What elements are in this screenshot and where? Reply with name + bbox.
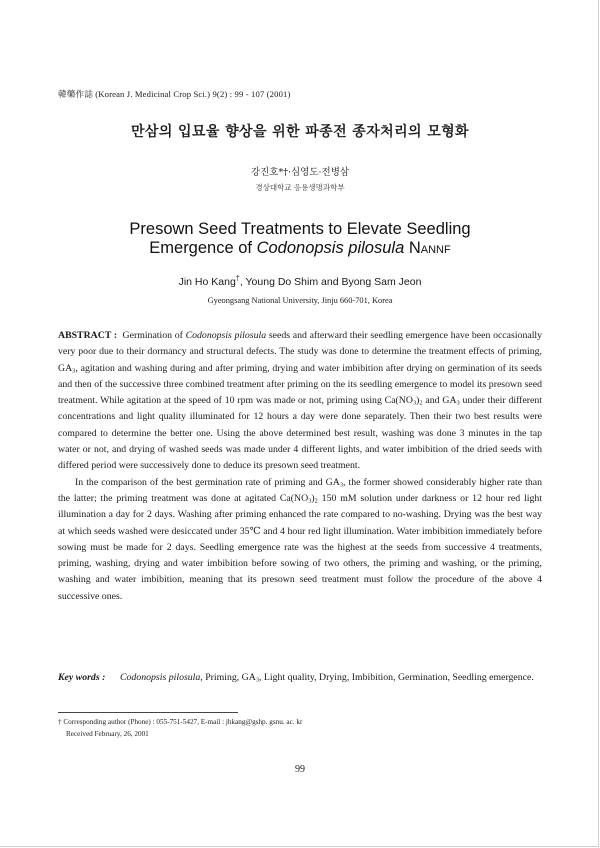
abstract-text: and GA bbox=[422, 395, 457, 407]
abstract-label: ABSTRACT : bbox=[58, 330, 118, 341]
keyword-list: , Light quality, Drying, Imbibition, Germination, Seedling emergence. bbox=[259, 672, 534, 683]
abstract bbox=[58, 328, 542, 605]
subscript: 3 bbox=[456, 399, 460, 407]
keyword-list: , Priming, GA bbox=[200, 672, 256, 683]
subscript: 3 bbox=[412, 399, 417, 407]
abstract-text: seeds and afterward their seedling emergence have been occasionally very poor due to their dormancy and structural defects. The study was done to determine the treatment effects of priming, GA bbox=[58, 330, 543, 374]
abstract-species: Codonopsis pilosula bbox=[185, 330, 267, 341]
abstract-text: In the comparison of the best germination rate of priming and GA bbox=[75, 476, 340, 488]
abstract-text: under their different concentrations and light quality illuminated for 12 hours a day were done separately. Then their two best results were compared to determine the better one. Using the above determined best result, washing was done 3 minutes in the tap water or not, and drying of washed seeds was made under 4 different lights, and water imbibition of the dried seeds with differed period were successively done to deduce its presown seed treatment. bbox=[58, 395, 542, 472]
title-prefix: Emergence of bbox=[149, 239, 257, 257]
title-author-rest: ANNF bbox=[420, 244, 451, 256]
abstract-text: 150 mM solution under darkness or 12 hour red light illumination a day for 2 days. Washing after priming enhanced the rate compared to no-washing. Drying was the best way at which seeds washed were desiccated under 35℃ and 4 hour red light illumination. Water imbibition immediately before sowing must be made for 2 days. Seedling emergence rate was the highest at the seeds from successive 4 treatments, priming, washing, drying and water imbibition before sowing of two others, the priming and washing, or the priming, washing and water imbibition, meaning that its presown seed treatment must follow the procedure of the above 4 successive ones. bbox=[58, 492, 542, 602]
other-authors: , Young Do Shim and Byong Sam Jeon bbox=[239, 276, 422, 288]
english-title bbox=[0, 220, 600, 260]
footnote bbox=[58, 717, 542, 740]
korean-title: 만삼의 입묘율 향상을 위한 파종전 종자처리의 모형화 bbox=[131, 124, 469, 140]
abstract-text: ) bbox=[311, 492, 315, 504]
abstract-paragraph-1 bbox=[58, 328, 542, 475]
english-title-line1: Presown Seed Treatments to Elevate Seedling bbox=[129, 220, 471, 238]
abstract-text: ) bbox=[416, 395, 420, 407]
keyword-species: Codonopsis pilosula bbox=[120, 672, 201, 683]
title-author-cap: N bbox=[408, 239, 421, 257]
english-affiliation: Gyeongsang National University, Jinju 660-701, Korea bbox=[207, 296, 393, 305]
keywords-text bbox=[120, 670, 542, 686]
abstract-paragraph-2 bbox=[58, 475, 542, 605]
subscript: 2 bbox=[419, 399, 423, 407]
abstract-text: Germination of bbox=[122, 330, 186, 341]
subscript: 3 bbox=[339, 481, 344, 489]
english-authors bbox=[0, 273, 600, 288]
subscript: 3 bbox=[72, 367, 76, 375]
first-author: Jin Ho Kang bbox=[178, 276, 236, 288]
keywords-label: Key words : bbox=[58, 672, 106, 683]
korean-affiliation: 경상대학교 응용생명과학부 bbox=[255, 183, 345, 192]
journal-header: 韓藥作誌 (Korean J. Medicinal Crop Sci.) 9(2) : 99 - 107 (2001) bbox=[58, 89, 291, 99]
subscript: 2 bbox=[314, 497, 318, 505]
title-species: Codonopsis pilosula bbox=[256, 239, 405, 257]
page-number: 99 bbox=[295, 764, 305, 775]
abstract-text: , agitation and washing during and after priming, drying and water imbibition after drying on germination of its seeds and then of the successive three combined treatment after priming on the its seedling emergence to model its presown seed treatment. While agitation at the speed of 10 rpm was made or not, priming using Ca(NO bbox=[58, 362, 542, 407]
keywords bbox=[58, 670, 542, 686]
english-title-line2 bbox=[0, 239, 600, 260]
corresponding-dagger: † bbox=[235, 273, 240, 283]
subscript: 3 bbox=[255, 676, 260, 684]
footnote-received: Received February, 26, 2001 bbox=[66, 729, 149, 738]
korean-authors: 강진호*†·심영도·전병삼 bbox=[250, 167, 350, 178]
subscript: 3 bbox=[308, 497, 312, 505]
footnote-corresponding: † Corresponding author (Phone) : 055-751-5427, E-mail : jhkang@gshp. gsnu. ac. kr bbox=[58, 718, 303, 726]
footnote-divider bbox=[58, 712, 238, 713]
abstract-text: , the former showed considerably higher rate than the latter; the priming treatment was done at agitated Ca(NO bbox=[58, 476, 543, 504]
